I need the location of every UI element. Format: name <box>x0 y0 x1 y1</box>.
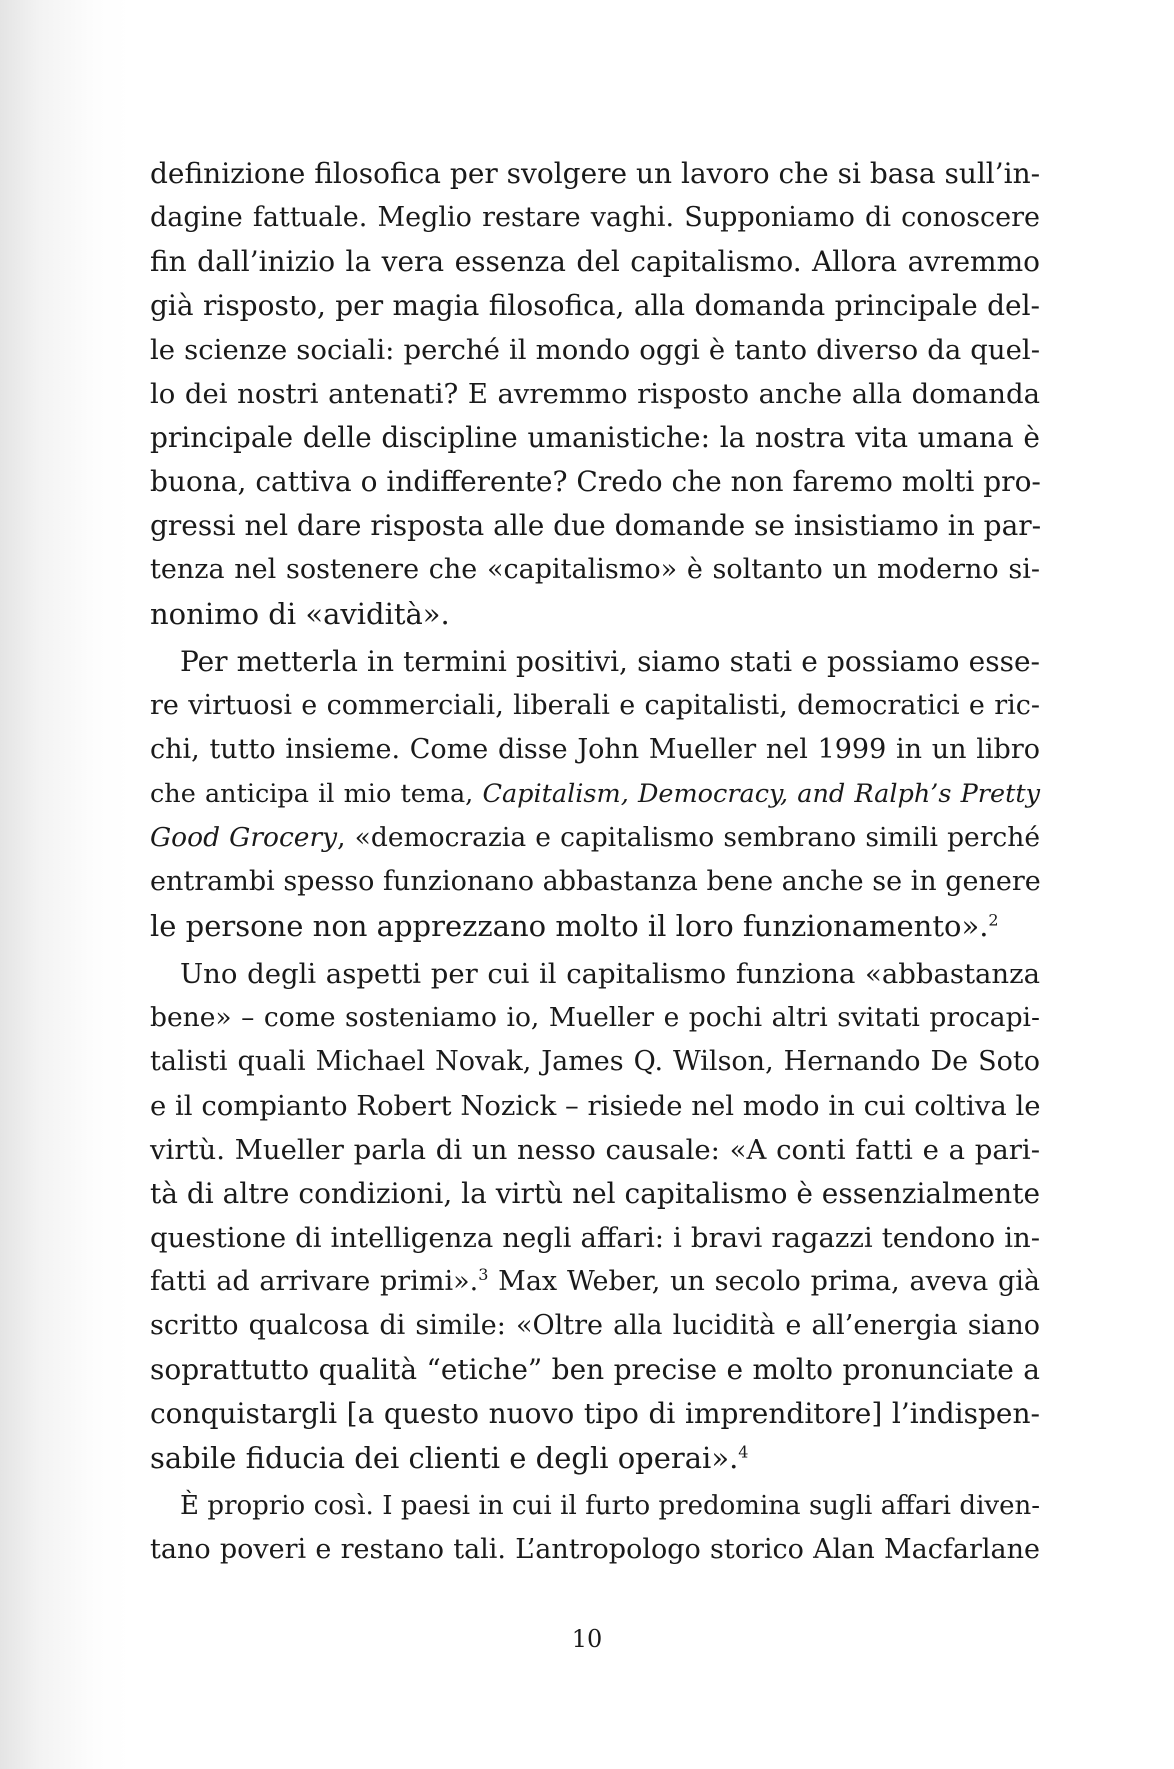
paragraph <box>150 152 1040 636</box>
text-run: Max Weber, un secolo prima, aveva già <box>488 1266 1040 1297</box>
text-run: che anticipa il mio tema, <box>150 779 483 809</box>
text-line: re virtuosi e commerciali, liberali e capitalisti, democratici e ric- <box>150 690 1040 721</box>
text-line <box>150 1260 1040 1304</box>
text-run: , «democrazia e capitalismo sembrano simili perché <box>337 822 1040 853</box>
text-line <box>150 1436 1040 1480</box>
text-line: lo dei nostri antenati? E avremmo risposto anche alla domanda <box>150 378 1040 410</box>
page-number: 10 <box>571 1625 603 1653</box>
text-line <box>150 772 1040 816</box>
text-line: nonimo di «avidità». <box>150 597 450 631</box>
footnote-marker[interactable]: 4 <box>738 1442 749 1462</box>
book-title-italic: Capitalism, Democracy, and Ralph’s Pretty <box>482 779 1040 809</box>
text-line: virtù. Mueller parla di un nesso causale: «A conti fatti e a pari- <box>150 1134 1040 1166</box>
text-run: fatti ad arrivare primi». <box>150 1266 479 1297</box>
text-run: sabile fiducia dei clienti e degli operai». <box>150 1441 739 1475</box>
text-line: le scienze sociali: perché il mondo oggi è tanto diverso da quel- <box>150 334 1040 366</box>
text-line <box>150 904 1040 948</box>
text-line: bene» – come sosteniamo io, Mueller e pochi altri svitati procapi- <box>150 1002 1040 1033</box>
text-line: Per metterla in termini positivi, siamo stati e possiamo esse- <box>180 645 1040 678</box>
text-line: chi, tutto insieme. Come disse John Mueller nel 1999 in un libro <box>150 734 1040 765</box>
text-line: questione di intelligenza negli affari: i bravi ragazzi tendono in- <box>150 1222 1040 1254</box>
text-line: Uno degli aspetti per cui il capitalismo funziona «abbastanza <box>180 958 1040 990</box>
text-line: conquistargli [a questo nuovo tipo di imprenditore] l’indispen- <box>150 1397 1040 1430</box>
text-line: tano poveri e restano tali. L’antropologo storico Alan Macfarlane <box>150 1534 1040 1565</box>
text-line: tà di altre condizioni, la virtù nel capitalismo è essenzialmente <box>150 1177 1041 1210</box>
text-line: tenza nel sostenere che «capitalismo» è soltanto un moderno si- <box>150 554 1040 585</box>
text-line: e il compianto Robert Nozick – risiede nel modo in cui coltiva le <box>150 1090 1041 1122</box>
text-run: le persone non apprezzano molto il loro funzionamento». <box>150 909 989 943</box>
footnote-marker[interactable]: 3 <box>478 1265 489 1284</box>
text-line: È proprio così. I paesi in cui il furto predomina sugli affari diven- <box>180 1491 1040 1521</box>
text-line: entrambi spesso funzionano abbastanza bene anche se in genere <box>150 866 1041 897</box>
text-line: talisti quali Michael Novak, James Q. Wilson, Hernando De Soto <box>150 1046 1040 1077</box>
text-line: dagine fattuale. Meglio restare vaghi. Supponiamo di conoscere <box>150 202 1040 233</box>
paragraph <box>150 952 1040 1480</box>
text-line: definizione filosofica per svolgere un lavoro che si basa sull’in- <box>150 157 1041 190</box>
text-line: fin dall’inizio la vera essenza del capitalismo. Allora avremmo <box>150 245 1040 278</box>
book-title-italic: Good Grocery <box>150 822 338 853</box>
footnote-marker[interactable]: 2 <box>988 910 999 930</box>
text-line: gressi nel dare risposta alle due domande se insistiamo in par- <box>150 509 1042 542</box>
text-line: principale delle discipline umanistiche: la nostra vita umana è <box>150 421 1040 454</box>
body-text <box>150 152 1040 1572</box>
text-line <box>150 816 1040 860</box>
text-line: buona, cattiva o indifferente? Credo che non faremo molti pro- <box>150 465 1041 498</box>
text-line: soprattutto qualità “etiche” ben precise e molto pronunciate a <box>150 1353 1040 1386</box>
text-line: scritto qualcosa di simile: «Oltre alla lucidità e all’energia siano <box>150 1310 1040 1341</box>
text-line: già risposto, per magia filosofica, alla domanda principale del- <box>150 289 1040 322</box>
paragraph <box>150 640 1040 948</box>
paragraph <box>150 1484 1040 1572</box>
